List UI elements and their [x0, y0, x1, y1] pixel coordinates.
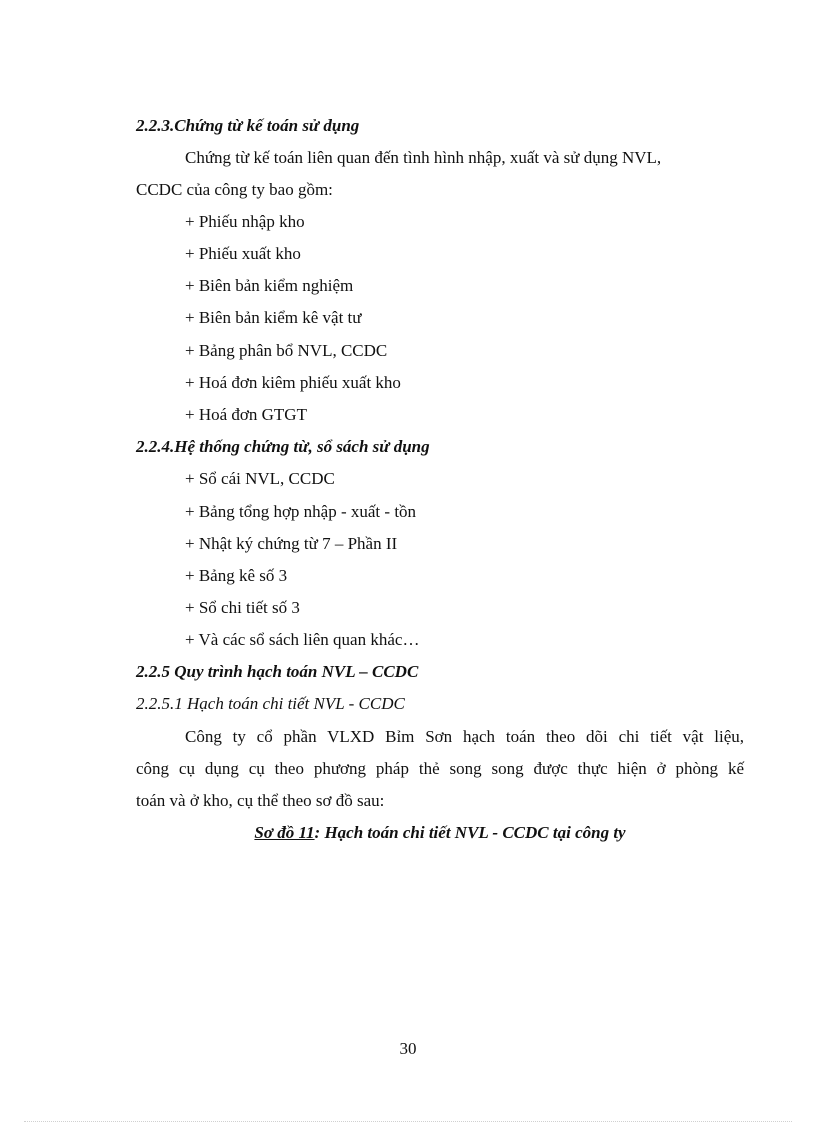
list-item: + Bảng phân bổ NVL, CCDC: [185, 341, 388, 360]
heading-2-2-4: 2.2.4.Hệ thống chứng từ, sổ sách sử dụng: [136, 437, 430, 456]
list-item: + Bảng tổng hợp nhập - xuất - tồn: [185, 502, 417, 521]
paragraph-line: Chứng từ kế toán liên quan đến tình hình nhập, xuất và sử dụng NVL,: [185, 148, 662, 167]
paragraph-line: Công ty cổ phần VLXD Bỉm Sơn hạch toán theo dõi chi tiết vật liệu,: [185, 727, 744, 746]
list-item: + Bảng kê số 3: [185, 566, 288, 585]
heading-2-2-3: 2.2.3.Chứng từ kế toán sử dụng: [136, 116, 360, 135]
list-item: + Sổ cái NVL, CCDC: [185, 469, 335, 488]
paragraph-line: công cụ dụng cụ theo phương pháp thẻ song song được thực hiện ở phòng kế: [136, 759, 744, 778]
list-item: + Biên bản kiểm kê vật tư: [185, 308, 362, 327]
caption-label: Sơ đồ 11: [254, 823, 315, 842]
page-number: 30: [399, 1039, 417, 1058]
list-item: + Nhật ký chứng từ 7 – Phần II: [185, 534, 398, 553]
list-item: + Biên bản kiểm nghiệm: [185, 276, 354, 295]
heading-2-2-5: 2.2.5 Quy trình hạch toán NVL – CCDC: [136, 662, 419, 681]
list-item: + Phiếu xuất kho: [185, 244, 301, 263]
list-item: + Hoá đơn GTGT: [185, 405, 307, 424]
list-item: + Sổ chi tiết số 3: [185, 598, 300, 617]
list-item: + Hoá đơn kiêm phiếu xuất kho: [185, 373, 401, 392]
list-item: + Và các sổ sách liên quan khác…: [185, 630, 420, 649]
list-item: + Phiếu nhập kho: [185, 212, 305, 231]
subheading-2-2-5-1: 2.2.5.1 Hạch toán chi tiết NVL - CCDC: [136, 694, 405, 713]
page-bottom-border: [24, 1121, 792, 1122]
diagram-caption: [136, 823, 744, 843]
paragraph-line: toán và ở kho, cụ thể theo sơ đồ sau:: [136, 791, 385, 810]
caption-text: : Hạch toán chi tiết NVL - CCDC tại công ty: [314, 823, 626, 842]
paragraph-line: CCDC của công ty bao gồm:: [136, 180, 333, 199]
